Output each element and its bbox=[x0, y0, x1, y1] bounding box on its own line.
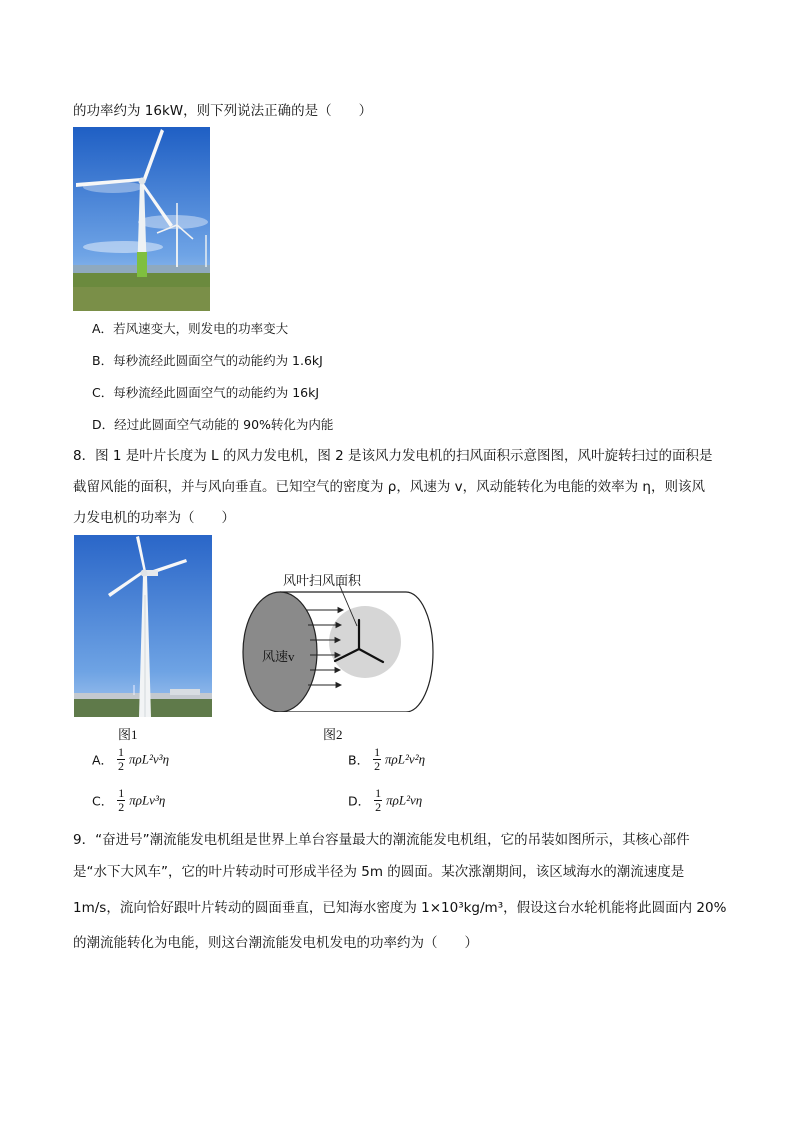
figure-2-swept-area-diagram bbox=[240, 570, 440, 712]
figure-2-caption: 图2 bbox=[323, 727, 343, 742]
q8-option-a: A． $\frac{1}{2}$ πρL²v³η bbox=[92, 745, 170, 773]
q9-line-4: 的潮流能转化为电能，则这台潮流能发电机发电的功率约为（ ） bbox=[73, 935, 478, 951]
wind-turbine-photo bbox=[73, 127, 210, 311]
q8-option-b: B． $\frac{1}{2}$ πρL²v²η bbox=[348, 745, 426, 773]
figure-2-label-wind-speed: 风速v bbox=[262, 649, 295, 664]
q7-option-c: C．每秒流经此圆面空气的动能约为 16kJ bbox=[92, 385, 320, 400]
q8-option-c: C． $\frac{1}{2}$ πρLv³η bbox=[92, 786, 166, 814]
q8-line-1: 8．图 1 是叶片长度为 L 的风力发电机，图 2 是该风力发电机的扫风面积示意图图，风叶旋转扫过的面积是 bbox=[73, 448, 713, 464]
figure-1-caption: 图1 bbox=[118, 727, 138, 742]
q9-line-2: 是“水下大风车”，它的叶片转动时可形成半径为 5m 的圆面。某次涨潮期间，该区域海水的潮流速度是 bbox=[73, 864, 685, 880]
q8-line-3: 力发电机的功率为（ ） bbox=[73, 510, 235, 526]
q9-line-3: 1m/s，流向恰好跟叶片转动的圆面垂直，已知海水密度为 1×10³kg/m³，假设这台水轮机能将此圆面内 20% bbox=[73, 900, 727, 916]
q8-line-2: 截留风能的面积，并与风向垂直。已知空气的密度为 ρ，风速为 v，风动能转化为电能的效率为 η，则该风 bbox=[73, 479, 705, 495]
q7-option-d: D．经过此圆面空气动能的 90%转化为内能 bbox=[92, 417, 334, 432]
q7-option-a: A．若风速变大，则发电的功率变大 bbox=[92, 321, 289, 336]
figure-1-wind-turbine-photo bbox=[74, 535, 212, 717]
q7-option-b: B．每秒流经此圆面空气的动能约为 1.6kJ bbox=[92, 353, 323, 368]
q8-option-d: D． $\frac{1}{2}$ πρL²vη bbox=[348, 786, 423, 814]
q7-stem-tail: 的功率约为 16kW，则下列说法正确的是（ ） bbox=[73, 103, 373, 119]
q9-line-1: 9．“奋进号”潮流能发电机组是世界上单台容量最大的潮流能发电机组，它的吊装如图所示，其核心部件 bbox=[73, 832, 690, 848]
figure-2-label-swept-area: 风叶扫风面积 bbox=[283, 573, 362, 588]
